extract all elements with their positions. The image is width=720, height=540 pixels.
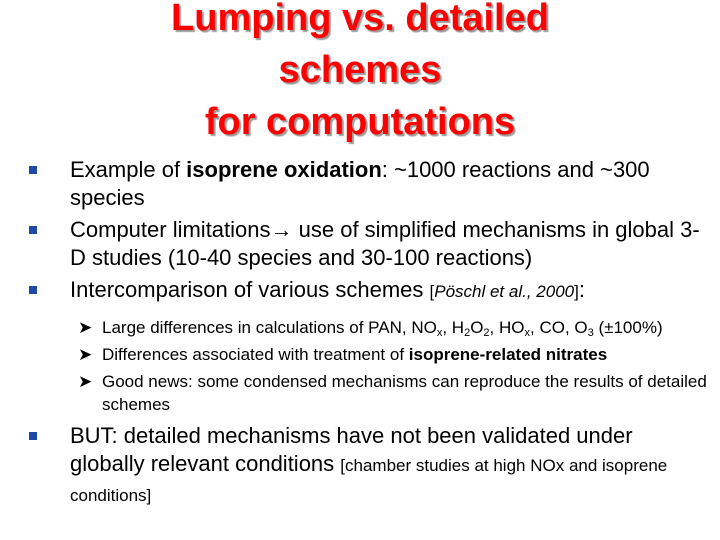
square-bullet-icon bbox=[29, 226, 37, 234]
arrowhead-bullet-icon: ➤ bbox=[78, 372, 93, 391]
citation-chamber-studies: [chamber studies at high NOx and isoprene conditions] bbox=[70, 456, 668, 505]
sub-bullet-large-differences: ➤ Large differences in calculations of PAN, $NO_x$, $H_2O_2$, $HO_x$, CO, $O_3$ (±100%) bbox=[78, 318, 663, 339]
bullet-isoprene-oxidation: Example of isoprene oxidation: ~1000 reactions and ~300 species bbox=[22, 156, 712, 212]
right-arrow-icon: → bbox=[270, 217, 293, 242]
sub-bullet-good-news: ➤ Good news: some condensed mechanisms can reproduce the results of detailed schemes bbox=[78, 372, 707, 414]
bullet-intercomparison: Intercomparison of various schemes [Pöschl et al., 2000]: bbox=[22, 276, 712, 306]
slide-title bbox=[0, 0, 720, 148]
bullet-list bbox=[22, 156, 712, 514]
sub-bullet-isoprene-nitrates: ➤ Differences associated with treatment of isoprene-related nitrates bbox=[78, 345, 608, 364]
sub-bullet-list bbox=[22, 316, 712, 416]
square-bullet-icon bbox=[29, 286, 37, 294]
square-bullet-icon bbox=[29, 166, 37, 174]
square-bullet-icon bbox=[29, 432, 37, 440]
title-line-2: schemes bbox=[278, 49, 442, 91]
title-line-3: for computations bbox=[204, 101, 516, 143]
arrowhead-bullet-icon: ➤ bbox=[78, 318, 93, 337]
title-line-1: Lumping vs. detailed bbox=[171, 0, 549, 39]
citation-poschl: Pöschl et al., 2000 bbox=[434, 282, 575, 301]
bullet-but-validation: BUT: detailed mechanisms have not been validated under globally relevant conditions [chamber studies at high NOx and isoprene conditions] bbox=[22, 422, 712, 510]
bullet-computer-limitations: Computer limitations→ use of simplified mechanisms in global 3-D studies (10-40 species and 30-100 reactions) bbox=[22, 216, 712, 272]
arrowhead-bullet-icon: ➤ bbox=[78, 345, 93, 364]
